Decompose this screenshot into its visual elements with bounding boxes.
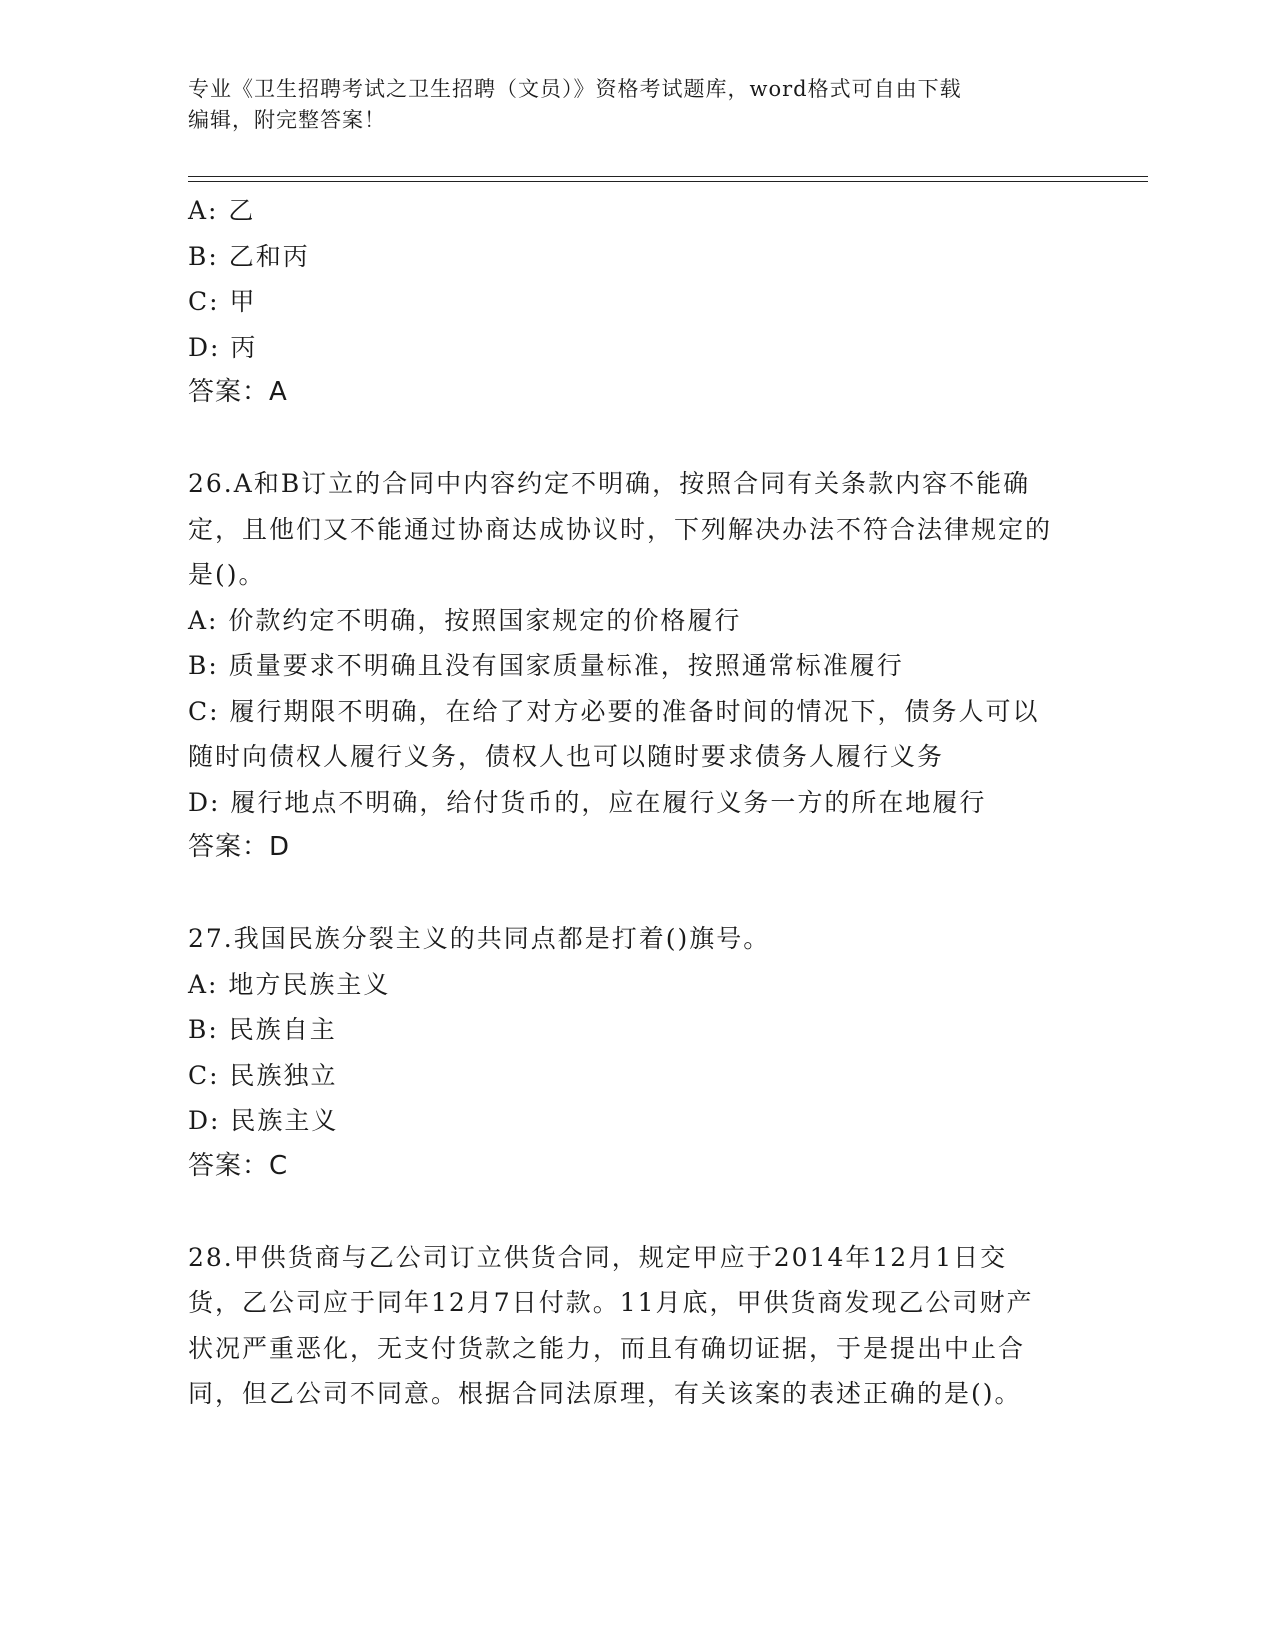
option-c: C: 履行期限不明确，在给了对方必要的准备时间的情况下，债务人可以随时向债权人履行义务，债权人也可以随时要求债务人履行义务 [188, 696, 1040, 771]
spacer [188, 416, 1088, 462]
spacer [188, 1189, 1088, 1235]
header-divider-bottom [188, 181, 1148, 182]
option-b: B: 民族自主 [188, 1015, 337, 1044]
header-divider-top [188, 176, 1148, 177]
answer-label: 答案：A [188, 377, 288, 407]
question-text: 27.我国民族分裂主义的共同点都是打着()旗号。 [188, 924, 771, 953]
question-text: 26.A和B订立的合同中内容约定不明确，按照合同有关条款内容不能确定，且他们又不能通过协商达成协议时，下列解决办法不符合法律规定的是()。 [188, 469, 1053, 589]
option-d: D: 民族主义 [188, 1106, 339, 1135]
option-d: D: 履行地点不明确，给付货币的，应在履行义务一方的所在地履行 [188, 787, 987, 817]
answer-label: 答案：C [188, 1150, 289, 1181]
option-b: B: 质量要求不明确且没有国家质量标准，按照通常标准履行 [188, 651, 904, 680]
question-text: 28.甲供货商与乙公司订立供货合同，规定甲应于2014年12月1日交货，乙公司应于同年12月7日付款。11月底，甲供货商发现乙公司财产状况严重恶化，无支付货款之能力，而且有确切证据，于是提出中止合同，但乙公司不同意。根据合同法原理，有关该案的表述正确的是()。 [188, 1242, 1034, 1408]
option-a: A: 乙 [188, 196, 256, 225]
question-25 [188, 188, 1088, 416]
header-line-2: 编辑，附完整答案！ [188, 108, 386, 132]
header-line-1: 专业《卫生招聘考试之卫生招聘（文员）》资格考试题库，word格式可自由下载 [188, 77, 962, 101]
option-b: B: 乙和丙 [188, 241, 310, 271]
option-a: A: 地方民族主义 [188, 969, 391, 999]
answer-label: 答案：D [188, 832, 291, 862]
question-26 [188, 461, 1088, 871]
option-d: D: 丙 [188, 332, 258, 362]
spacer [188, 871, 1088, 917]
option-c: C: 民族独立 [188, 1060, 338, 1090]
option-c: C: 甲 [188, 287, 257, 316]
question-content [188, 188, 1088, 1417]
option-a: A: 价款约定不明确，按照国家规定的价格履行 [188, 605, 742, 635]
question-27 [188, 916, 1088, 1189]
document-header [188, 74, 1068, 136]
question-28 [188, 1235, 1088, 1417]
